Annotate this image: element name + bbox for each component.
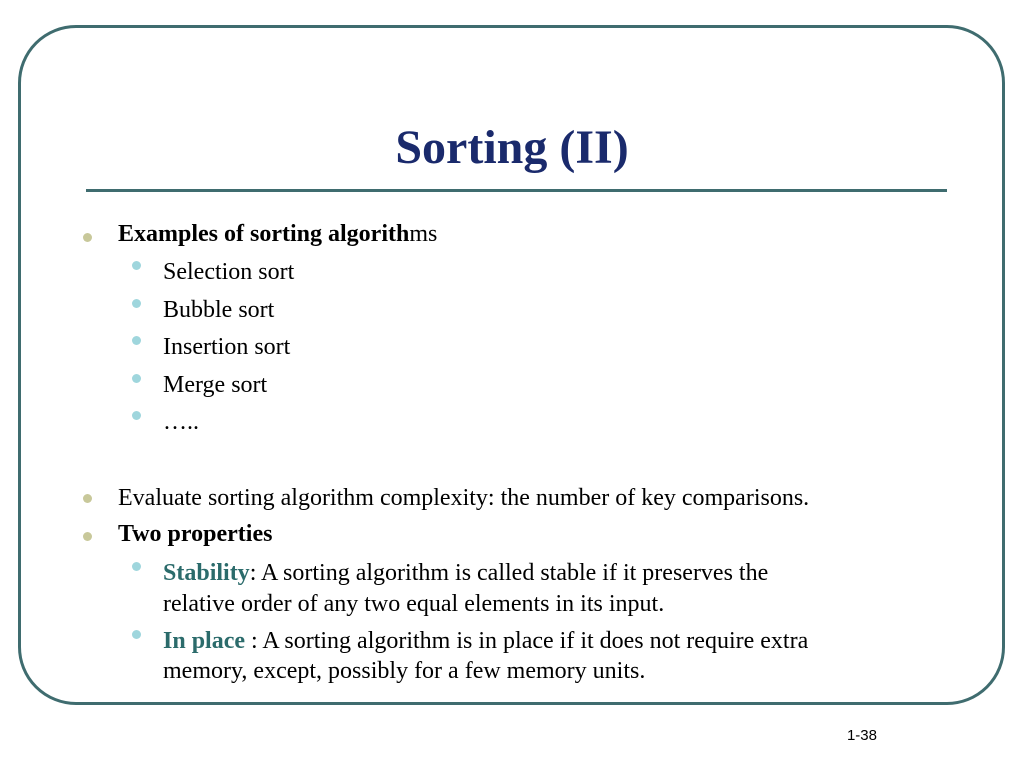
sub-bullet-dot-icon bbox=[132, 336, 141, 345]
bullet-evaluate: Evaluate sorting algorithm complexity: the number of key comparisons. bbox=[118, 485, 810, 511]
sub-bullet-dot-icon bbox=[132, 374, 141, 383]
list-item: Insertion sort bbox=[163, 334, 291, 360]
list-item: Selection sort bbox=[163, 259, 295, 285]
sub-bullet-dot-icon bbox=[132, 299, 141, 308]
slide-title: Sorting (II) bbox=[395, 121, 629, 174]
bullet-dot-icon bbox=[83, 494, 92, 503]
sub-bullet-dot-icon bbox=[132, 261, 141, 270]
bullet-dot-icon bbox=[83, 532, 92, 541]
sub-bullet-dot-icon bbox=[132, 630, 141, 639]
in-place-term: In place bbox=[163, 628, 246, 654]
bullet-dot-icon bbox=[83, 233, 92, 242]
sub-bullet-dot-icon bbox=[132, 411, 141, 420]
title-underline bbox=[86, 189, 947, 192]
bullet-two-properties: Two properties bbox=[118, 521, 273, 547]
examples-label-rest: ms bbox=[409, 221, 438, 247]
list-item: ….. bbox=[163, 409, 199, 435]
list-item: Bubble sort bbox=[163, 297, 275, 323]
in-place-line-2: memory, except, possibly for a few memory units. bbox=[163, 658, 646, 684]
in-place-line-1 bbox=[163, 629, 808, 653]
stability-text-1: : A sorting algorithm is called stable if it preserves the bbox=[249, 560, 769, 586]
in-place-text-1: : A sorting algorithm is in place if it does not require extra bbox=[245, 628, 809, 654]
list-item: Merge sort bbox=[163, 372, 268, 398]
sub-bullet-dot-icon bbox=[132, 562, 141, 571]
stability-line-1 bbox=[163, 561, 768, 585]
page-number: 1-38 bbox=[846, 727, 877, 744]
examples-label-bold: Examples of sorting algorith bbox=[118, 221, 410, 247]
stability-term: Stability bbox=[163, 560, 250, 586]
bullet-examples bbox=[118, 222, 437, 246]
stability-line-2: relative order of any two equal elements in its input. bbox=[163, 591, 665, 617]
